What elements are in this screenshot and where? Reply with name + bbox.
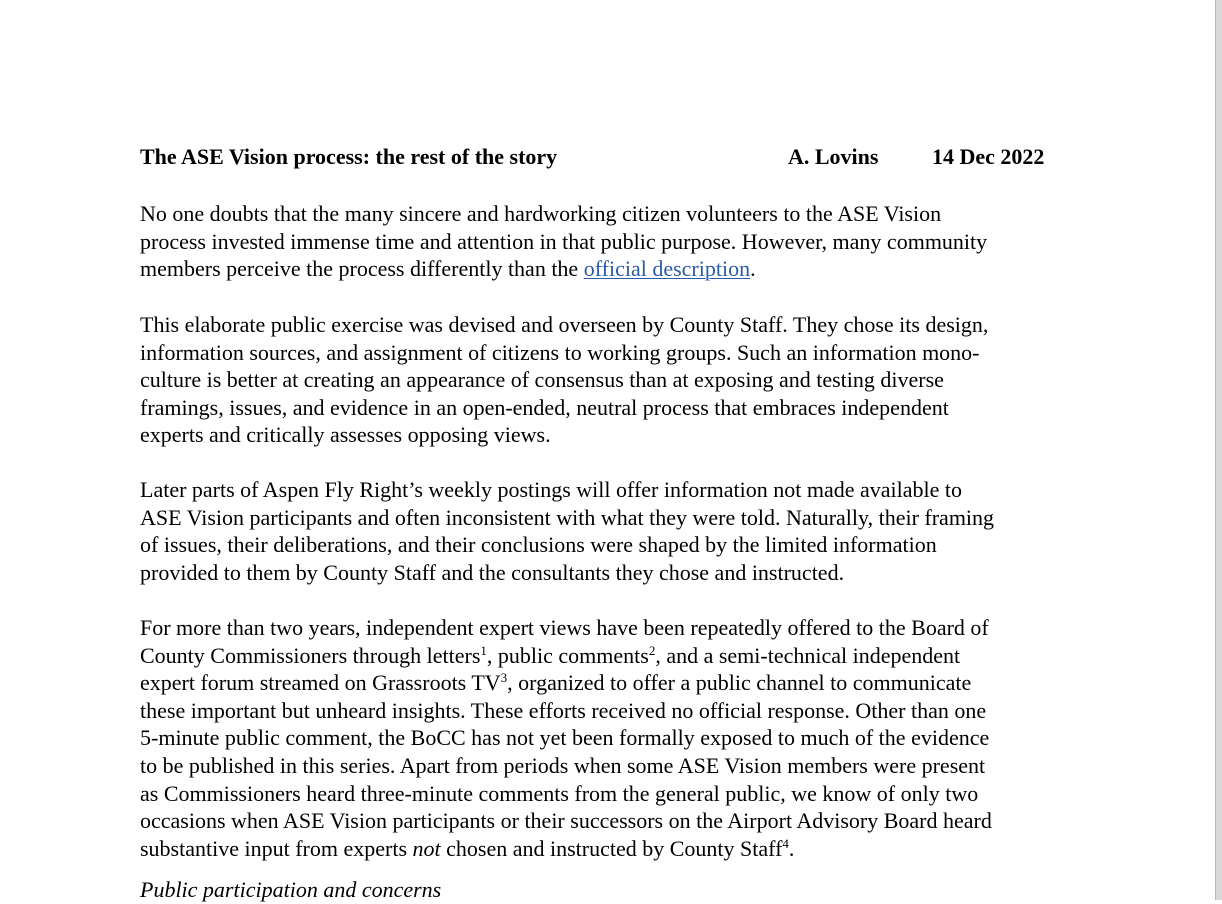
official-description-link[interactable]: official description: [583, 256, 751, 282]
footnote-ref-2[interactable]: 2: [648, 642, 656, 658]
paragraph-line: [140, 669, 1080, 697]
paragraph-line: [140, 255, 1080, 283]
text-run: .: [750, 256, 756, 282]
paragraph-line: information sources, and assignment of citizens to working groups. Such an information mono-: [140, 339, 980, 365]
footnote-ref-1[interactable]: 1: [480, 642, 487, 658]
paragraph-line: provided to them by County Staff and the consultants they chose and instructed.: [140, 559, 845, 585]
paragraph-line: to be published in this series. Apart from periods when some ASE Vision members were present: [140, 752, 986, 778]
paragraph-line: [140, 835, 1080, 863]
paragraph-later-postings: [140, 476, 1080, 586]
paragraph-line: experts and critically assesses opposing views.: [140, 422, 551, 448]
text-run: .: [788, 835, 795, 861]
text-run: expert forum streamed on Grassroots TV: [140, 670, 501, 696]
paragraph-line: Later parts of Aspen Fly Right’s weekly postings will offer information not made available to: [140, 477, 962, 502]
document-author: A. Lovins: [788, 144, 879, 169]
paragraph-line: as Commissioners heard three-minute comments from the general public, we know of only two: [140, 780, 979, 806]
paragraph-line: For more than two years, independent expert views have been repeatedly offered to the Board of: [140, 615, 989, 640]
paragraph-line: these important but unheard insights. These efforts received no official response. Other than one: [140, 697, 987, 723]
text-run: County Commissioners through letters: [140, 642, 481, 668]
paragraph-line: occasions when ASE Vision participants or their successors on the Airport Advisory Board heard: [140, 808, 992, 834]
text-run: , and a semi-technical independent: [655, 642, 961, 668]
text-run: , organized to offer a public channel to communicate: [507, 670, 972, 696]
text-run: members perceive the process differently than the: [140, 256, 584, 282]
paragraph-intro: [140, 200, 1080, 283]
text-run: , public comments: [486, 642, 649, 668]
paragraph-line: This elaborate public exercise was devised and overseen by County Staff. They chose its design,: [140, 312, 989, 337]
paragraph-expert-views: [140, 614, 1080, 862]
paragraph-line: process invested immense time and attention in that public purpose. However, many community: [140, 228, 988, 254]
paragraph-line: culture is better at creating an appearance of consensus than at exposing and testing diverse: [140, 367, 944, 393]
text-run: chosen and instructed by County Staff: [440, 835, 783, 861]
text-run: substantive input from experts: [140, 835, 413, 861]
paragraph-staff-design: [140, 311, 1080, 449]
footnote-ref-3[interactable]: 3: [500, 670, 508, 686]
paragraph-line: framings, issues, and evidence in an open-ended, neutral process that embraces independent: [140, 394, 949, 420]
page-edge: [1215, 0, 1222, 900]
paragraph-line: of issues, their deliberations, and their conclusions were shaped by the limited information: [140, 532, 937, 558]
emphasis-not: not: [412, 835, 441, 861]
paragraph-line: 5-minute public comment, the BoCC has not yet been formally exposed to much of the evidence: [140, 725, 990, 751]
footnote-ref-4[interactable]: 4: [782, 835, 789, 851]
document-title: The ASE Vision process: the rest of the story: [140, 144, 558, 169]
paragraph-line: No one doubts that the many sincere and hardworking citizen volunteers to the ASE Vision: [140, 201, 942, 226]
paragraph-line: [140, 642, 1080, 670]
document-header: [140, 143, 1080, 171]
subheading-text: Public participation and concerns: [140, 877, 442, 902]
subheading-public-participation: [140, 876, 1080, 904]
document-date: 14 Dec 2022: [932, 144, 1045, 169]
paragraph-line: ASE Vision participants and often inconsistent with what they were told. Naturally, their framing: [140, 504, 995, 530]
